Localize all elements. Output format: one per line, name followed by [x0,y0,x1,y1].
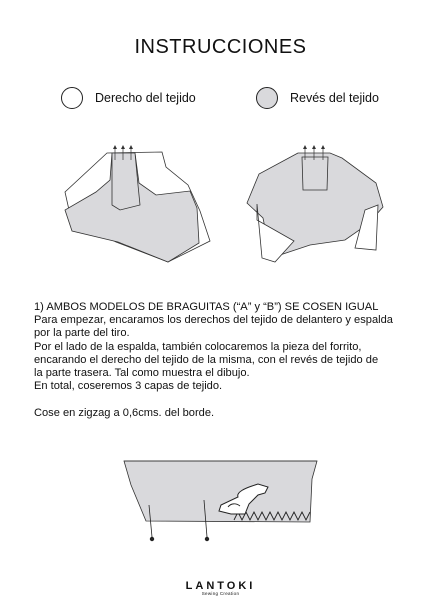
brand-logo [0,580,441,596]
instruction-line: Para empezar, encaramos los derechos del tejido de delantero y espalda [34,314,393,327]
instruction-line: En total, coseremos 3 capas de tejido. [34,380,223,393]
brand-tagline: Sewing Creation [201,591,240,596]
instruction-line: encarando el derecho del tejido de la misma, con el revés de tejido de [34,353,379,366]
instruction-line: por la parte del tiro. [34,327,130,340]
fabric-layers [124,461,317,522]
pointer-dot [205,537,209,541]
page-title: INSTRUCCIONES [134,36,307,58]
right-side-label: Derecho del tejido [95,91,196,105]
pointer-dot [150,537,154,541]
instruction-note: Cose en zigzag a 0,6cms. del borde. [34,406,215,419]
instruction-line: Por el lado de la espalda, también colocaremos la pieza del forrito, [34,340,362,353]
wrong-side-label: Revés del tejido [290,91,379,105]
brand-name: LANTOKI [185,580,256,592]
instructions-heading: 1) AMBOS MODELOS DE BRAGUITAS (“A” y “B”) SE COSEN IGUAL [34,301,379,313]
instruction-line: la parte trasera. Tal como muestra el dibujo. [34,367,250,380]
